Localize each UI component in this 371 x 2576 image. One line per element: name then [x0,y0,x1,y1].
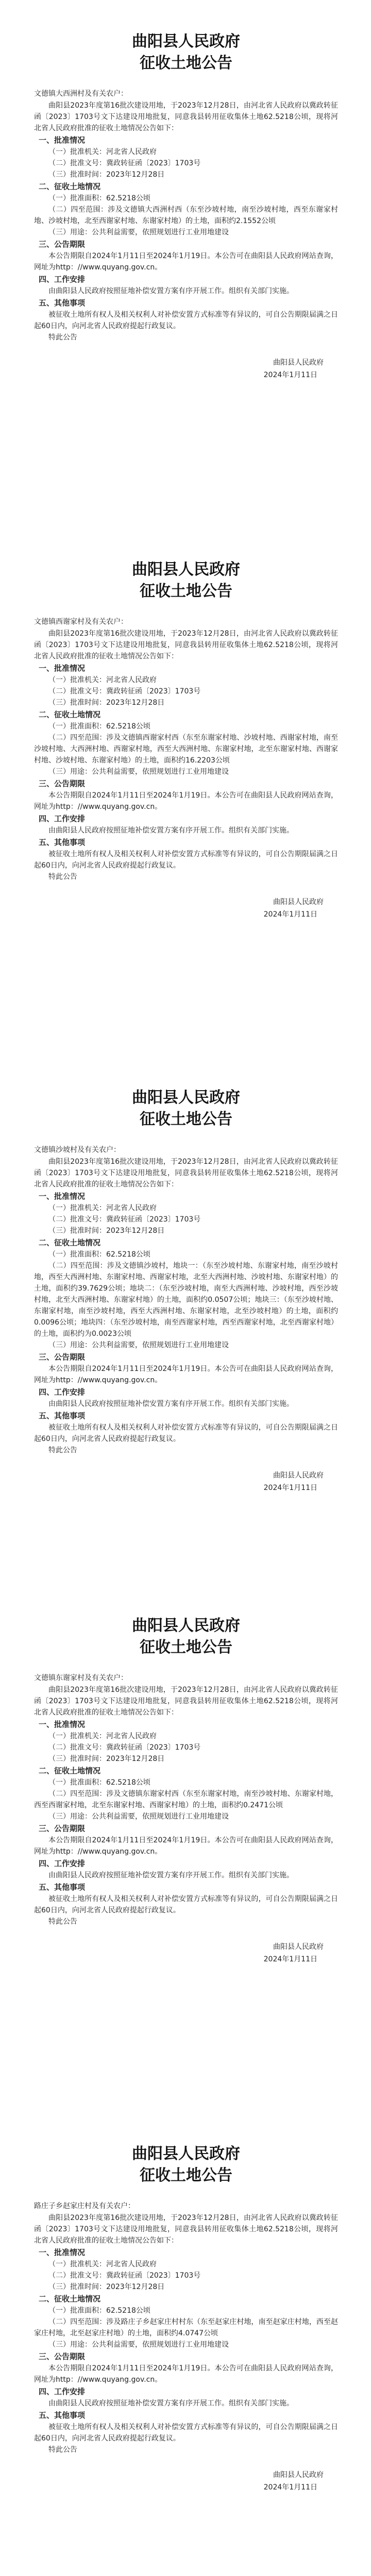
approval-item: （一）批准机关：河北省人民政府 [48,148,157,156]
notice-date: 2024年1月11日 [263,910,317,919]
section-heading: 四、工作安排 [39,1859,86,1868]
notice-title: 征收土地公告 [140,1110,232,1128]
notice-date: 2024年1月11日 [263,1484,317,1492]
land-item: （一）批准面积：62.5218公顷 [48,1250,150,1259]
approval-item: （二）批准文号：冀政转征函〔2023〕1703号 [48,2272,201,2280]
land-notice [0,31,371,381]
land-notice [0,1615,371,1965]
notice-intro: 曲阳县2023年度第16批次建设用地，于2023年12月28日，由河北省人民政府以冀政转征函〔2023〕1703号文下达建设用地批复，同意我县转用征收集体土地62.5218公顷，现将河北省人民政府批准的征收土地情况公告如下： [34,1158,338,1189]
section-heading: 五、其他事项 [39,1411,86,1420]
notice-date: 2024年1月11日 [263,1955,317,1963]
notice-title-org: 曲阳县人民政府 [132,32,240,50]
signatory: 曲阳县人民政府 [273,359,324,367]
approval-item: （二）批准文号：冀政转征函〔2023〕1703号 [48,1743,201,1752]
land-item: （一）批准面积：62.5218公顷 [48,2307,150,2315]
land-item: （三）用途：公共利益需要，依照规划进行工业用地建设 [48,2341,229,2349]
other-text: 被征收土地所有权人及相关权利人对补偿安置方式标准等有异议的，可自公告期限届满之日起60日内，向河北省人民政府提起行政复议。 [34,311,338,330]
section-heading: 一、批准情况 [39,1720,86,1729]
land-item: （二）四至范围：涉及文德镇东谢家村西（东至东谢家村地，南至沙坡村地、东谢家村地，西至西谢家村地，北至东谢家村地、西谢家村地）的土地，面积约0.2471公顷 [34,1790,338,1809]
land-item: （二）四至范围：涉及路庄子乡赵家庄村村东（东至赵家庄村地，南至赵家庄村地，西至赵家庄村地，北至赵家庄村地）的土地，面积约4.0747公顷 [34,2318,338,2337]
notice-intro: 曲阳县2023年度第16批次建设用地，于2023年12月28日，由河北省人民政府以冀政转征函〔2023〕1703号文下达建设用地批复，同意我县转用征收集体土地62.5218公顷，现将河北省人民政府批准的征收土地情况公告如下： [34,630,338,660]
section-heading: 二、征收土地情况 [39,182,101,191]
land-item: （二）四至范围：涉及文德镇大西洲村西（东至沙坡村地，南至沙坡村地，西至东谢家村地、沙坡村地，北至西谢家村地、东谢家村地）的土地，面积约2.1552公顷 [34,206,338,225]
notice-intro: 曲阳县2023年度第16批次建设用地，于2023年12月28日，由河北省人民政府以冀政转征函〔2023〕1703号文下达建设用地批复，同意我县转用征收集体土地62.5218公顷，现将河北省人民政府批准的征收土地情况公告如下： [34,101,338,132]
closing-text: 特此公告 [48,1918,77,1926]
approval-item: （三）批准时间：2023年12月28日 [48,1755,165,1763]
section-heading: 五、其他事项 [39,298,86,308]
approval-item: （一）批准机关：河北省人民政府 [48,1732,157,1740]
land-notice [0,1087,371,1494]
section-heading: 一、批准情况 [39,2248,86,2257]
notice-addressee: 文德镇西谢家村及有关农户： [34,618,128,626]
section-heading: 四、工作安排 [39,814,86,823]
period-text: 本公告期限自2024年1月11日至2024年1月19日。本公告可在曲阳县人民政府网站查询，网址为http：//www.quyang.gov.cn。 [34,1365,338,1384]
closing-text: 特此公告 [48,2446,77,2454]
notice-title: 征收土地公告 [140,1638,232,1656]
approval-item: （二）批准文号：冀政转征函〔2023〕1703号 [48,1215,201,1224]
section-heading: 五、其他事项 [39,838,86,847]
work-text: 由曲阳县人民政府按照征地补偿安置方案有序开展工作。组织有关部门实施。 [48,2399,294,2408]
notice-addressee: 文德镇大西洲村及有关农户： [34,90,128,98]
section-heading: 二、征收土地情况 [39,1238,101,1247]
section-heading: 一、批准情况 [39,1192,86,1201]
land-item: （二）四至范围：涉及文德镇沙坡村，地块一：（东至沙坡村地、东谢家村地，南至沙坡村地，西至大西洲村地、东谢家村地、西谢家村地，北至大西洲村地、沙坡村地、东谢家村地）的土地，面积约39.7629公顷；地块二：（东至沙坡村地，南至大西洲村地、沙坡村地，西至沙坡村地，北至大西洲村地、东谢家村地）的土地，面积约0.0507公顷；地块三：（东至沙坡村地、东谢家村地，南至沙坡村地，西至大西洲村地、东谢家村地，北至沙坡村地）的土地，面积约0.0096公顷；地块四：（东至沙坡村地，南至西谢家村地，西至西谢家村地，北至西谢家村地）的土地，面积约为0.0023公顷 [34,1262,338,1338]
notice-title-org: 曲阳县人民政府 [132,2145,240,2163]
section-heading: 四、工作安排 [39,2387,86,2396]
other-text: 被征收土地所有权人及相关权利人对补偿安置方式标准等有异议的，可自公告期限届满之日起60日内，向河北省人民政府提起行政复议。 [34,1423,338,1443]
section-heading: 一、批准情况 [39,135,86,145]
land-notice [0,2143,371,2494]
closing-text: 特此公告 [48,1446,77,1454]
approval-item: （三）批准时间：2023年12月28日 [48,699,165,707]
notice-title: 征收土地公告 [140,2166,232,2184]
notice-intro: 曲阳县2023年度第16批次建设用地，于2023年12月28日，由河北省人民政府以冀政转征函〔2023〕1703号文下达建设用地批复，同意我县转用征收集体土地62.5218公顷，现将河北省人民政府批准的征收土地情况公告如下： [34,2214,338,2245]
section-heading: 二、征收土地情况 [39,2294,101,2303]
land-item: （一）批准面积：62.5218公顷 [48,194,150,202]
section-heading: 一、批准情况 [39,664,86,673]
land-item: （二）四至范围：涉及文德镇西谢家村西（东至东谢家村地、沙坡村地、西谢家村地，南至沙坡村地、大西洲村地、西谢家村地，西至大西洲村地、东谢家村地，北至东谢家村地、西谢家村地、沙坡村地、东谢家村地）的土地，面积约16.2203公顷 [34,734,338,765]
section-heading: 三、公告期限 [39,240,86,249]
notice-addressee: 文德镇东谢家村及有关农户： [34,1674,128,1682]
notice-title-org: 曲阳县人民政府 [132,1089,240,1107]
other-text: 被征收土地所有权人及相关权利人对补偿安置方式标准等有异议的，可自公告期限届满之日起60日内，向河北省人民政府提起行政复议。 [34,850,338,870]
section-heading: 四、工作安排 [39,275,86,284]
notice-addressee: 文德镇沙坡村及有关农户： [34,1146,121,1154]
section-heading: 二、征收土地情况 [39,1766,101,1775]
notice-title: 征收土地公告 [140,54,232,72]
work-text: 由曲阳县人民政府按照征地补偿安置方案有序开展工作。组织有关部门实施。 [48,287,294,295]
approval-item: （一）批准机关：河北省人民政府 [48,1204,157,1212]
land-item: （一）批准面积：62.5218公顷 [48,722,150,731]
section-heading: 二、征收土地情况 [39,710,101,719]
work-text: 由曲阳县人民政府按照征地补偿安置方案有序开展工作。组织有关部门实施。 [48,826,294,835]
closing-text: 特此公告 [48,873,77,881]
closing-text: 特此公告 [48,333,77,342]
approval-item: （二）批准文号：冀政转征函〔2023〕1703号 [48,159,201,167]
period-text: 本公告期限自2024年1月11日至2024年1月19日。本公告可在曲阳县人民政府网站查询，网址为http：//www.quyang.gov.cn。 [34,252,338,272]
other-text: 被征收土地所有权人及相关权利人对补偿安置方式标准等有异议的，可自公告期限届满之日起60日内，向河北省人民政府提起行政复议。 [34,2423,338,2443]
section-heading: 五、其他事项 [39,2411,86,2420]
approval-item: （三）批准时间：2023年12月28日 [48,171,165,179]
approval-item: （三）批准时间：2023年12月28日 [48,1227,165,1235]
section-heading: 三、公告期限 [39,779,86,788]
notice-title: 征收土地公告 [140,582,232,600]
section-heading: 五、其他事项 [39,1883,86,1892]
notice-intro: 曲阳县2023年度第16批次建设用地，于2023年12月28日，由河北省人民政府以冀政转征函〔2023〕1703号文下达建设用地批复，同意我县转用征收集体土地62.5218公顷，现将河北省人民政府批准的征收土地情况公告如下： [34,1686,338,1717]
section-heading: 三、公告期限 [39,1824,86,1833]
work-text: 由曲阳县人民政府按照征地补偿安置方案有序开展工作。组织有关部门实施。 [48,1400,294,1408]
approval-item: （一）批准机关：河北省人民政府 [48,2260,157,2268]
signatory: 曲阳县人民政府 [273,1943,324,1951]
period-text: 本公告期限自2024年1月11日至2024年1月19日。本公告可在曲阳县人民政府网站查询，网址为http：//www.quyang.gov.cn。 [34,2364,338,2384]
land-item: （三）用途：公共利益需要，依照规划进行工业用地建设 [48,1341,229,1349]
notice-title-org: 曲阳县人民政府 [132,1617,240,1635]
signatory: 曲阳县人民政府 [273,2471,324,2479]
period-text: 本公告期限自2024年1月11日至2024年1月19日。本公告可在曲阳县人民政府网站查询，网址为http：//www.quyang.gov.cn。 [34,1836,338,1856]
notice-date: 2024年1月11日 [263,371,317,379]
signatory: 曲阳县人民政府 [273,1471,324,1480]
notice-date: 2024年1月11日 [263,2483,317,2492]
section-heading: 四、工作安排 [39,1387,86,1397]
work-text: 由曲阳县人民政府按照征地补偿安置方案有序开展工作。组织有关部门实施。 [48,1871,294,1879]
approval-item: （二）批准文号：冀政转征函〔2023〕1703号 [48,687,201,696]
other-text: 被征收土地所有权人及相关权利人对补偿安置方式标准等有异议的，可自公告期限届满之日起60日内，向河北省人民政府提起行政复议。 [34,1895,338,1914]
land-item: （一）批准面积：62.5218公顷 [48,1778,150,1787]
section-heading: 三、公告期限 [39,1352,86,1362]
approval-item: （一）批准机关：河北省人民政府 [48,676,157,684]
land-item: （三）用途：公共利益需要，依照规划进行工业用地建设 [48,1812,229,1821]
land-item: （三）用途：公共利益需要，依照规划进行工业用地建设 [48,228,229,236]
period-text: 本公告期限自2024年1月11日至2024年1月19日。本公告可在曲阳县人民政府网站查询，网址为http：//www.quyang.gov.cn。 [34,791,338,811]
notice-addressee: 路庄子乡赵家庄村及有关农户： [34,2202,135,2210]
land-item: （三）用途：公共利益需要，依照规划进行工业用地建设 [48,768,229,776]
approval-item: （三）批准时间：2023年12月28日 [48,2283,165,2291]
signatory: 曲阳县人民政府 [273,898,324,906]
section-heading: 三、公告期限 [39,2352,86,2361]
land-notice [0,559,371,921]
notice-title-org: 曲阳县人民政府 [132,561,240,579]
